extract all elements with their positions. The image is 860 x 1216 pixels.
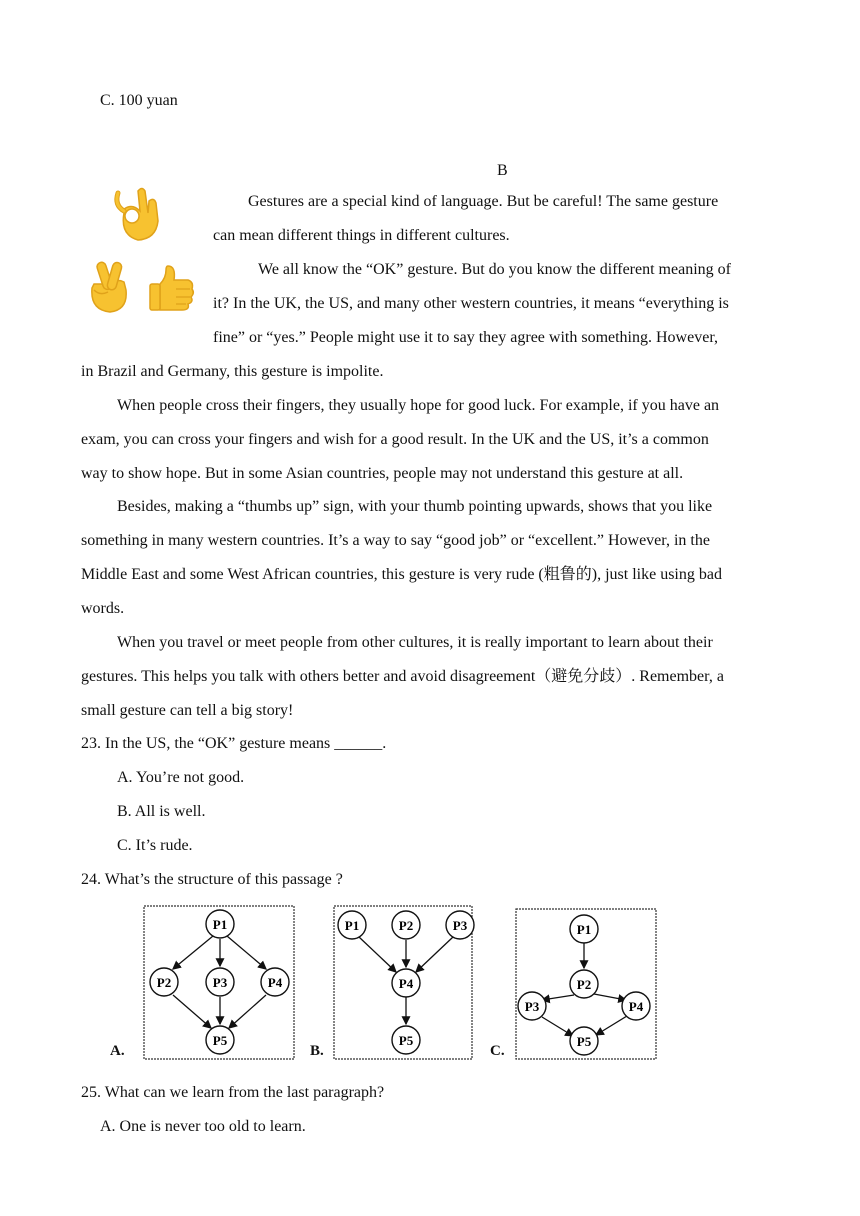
passage-line: way to show hope. But in some Asian countries, people may not understand this gesture at all.: [81, 465, 684, 482]
ok-hand-icon: [110, 183, 166, 243]
passage-line: words.: [81, 600, 125, 617]
thumbs-up-icon: [146, 262, 196, 314]
passage-line: fine” or “yes.” People might use it to say they agree with something. However,: [213, 329, 718, 346]
passage-line: Besides, making a “thumbs up” sign, with your thumb pointing upwards, shows that you like: [117, 498, 713, 515]
passage-line: in Brazil and Germany, this gesture is impolite.: [81, 363, 384, 380]
question-25-stem: 25. What can we learn from the last paragraph?: [81, 1084, 385, 1101]
structure-diagram-b: [330, 903, 480, 1063]
node-label: P1: [212, 917, 228, 932]
passage-line: Gestures are a special kind of language. But be careful! The same gesture: [248, 193, 719, 210]
structure-diagram-c: [512, 906, 662, 1062]
passage-line: can mean different things in different cultures.: [213, 227, 510, 244]
node-label: P5: [212, 1033, 228, 1048]
question-23-stem: 23. In the US, the “OK” gesture means ______.: [81, 735, 387, 752]
question-23-option-a: A. You’re not good.: [117, 769, 245, 786]
question-23-option-b: B. All is well.: [117, 803, 206, 820]
passage-line: We all know the “OK” gesture. But do you know the different meaning of: [258, 261, 731, 278]
node-label: P4: [267, 975, 283, 990]
node-label: P1: [576, 922, 592, 937]
node-label: P2: [398, 918, 414, 933]
question-24-stem: 24. What’s the structure of this passage ?: [81, 871, 343, 888]
passage-line: gestures. This helps you talk with others better and avoid disagreement（避免分歧）. Remember, a: [81, 668, 724, 685]
diagram-c-label: C.: [490, 1043, 505, 1059]
node-label: P3: [452, 918, 468, 933]
node-label: P3: [524, 999, 540, 1014]
prev-option-c: C. 100 yuan: [100, 92, 178, 109]
node-label: P2: [156, 975, 172, 990]
node-label: P2: [576, 977, 592, 992]
diagram-b-label: B.: [310, 1043, 324, 1059]
node-label: P1: [344, 918, 360, 933]
diagram-a-label: A.: [110, 1043, 125, 1059]
question-25-option-a: A. One is never too old to learn.: [100, 1118, 306, 1135]
crossed-fingers-icon: [86, 258, 134, 314]
node-label: P4: [398, 976, 414, 991]
question-23-option-c: C. It’s rude.: [117, 837, 193, 854]
passage-line: When people cross their fingers, they usually hope for good luck. For example, if you have an: [117, 397, 720, 414]
node-label: P5: [398, 1033, 414, 1048]
node-label: P5: [576, 1034, 592, 1049]
passage-line: When you travel or meet people from other cultures, it is really important to learn about their: [117, 634, 713, 651]
section-title: B: [497, 162, 508, 179]
passage-line: it? In the UK, the US, and many other western countries, it means “everything is: [213, 295, 729, 312]
node-label: P3: [212, 975, 228, 990]
passage-line: Middle East and some West African countries, this gesture is very rude (粗鲁的), just like using bad: [81, 566, 722, 583]
node-label: P4: [628, 999, 644, 1014]
passage-line: small gesture can tell a big story!: [81, 702, 294, 719]
structure-diagram-a: [140, 903, 300, 1063]
passage-line: something in many western countries. It’s a way to say “good job” or “excellent.” However, in the: [81, 532, 710, 549]
passage-line: exam, you can cross your fingers and wish for a good result. In the UK and the US, it’s a common: [81, 431, 709, 448]
